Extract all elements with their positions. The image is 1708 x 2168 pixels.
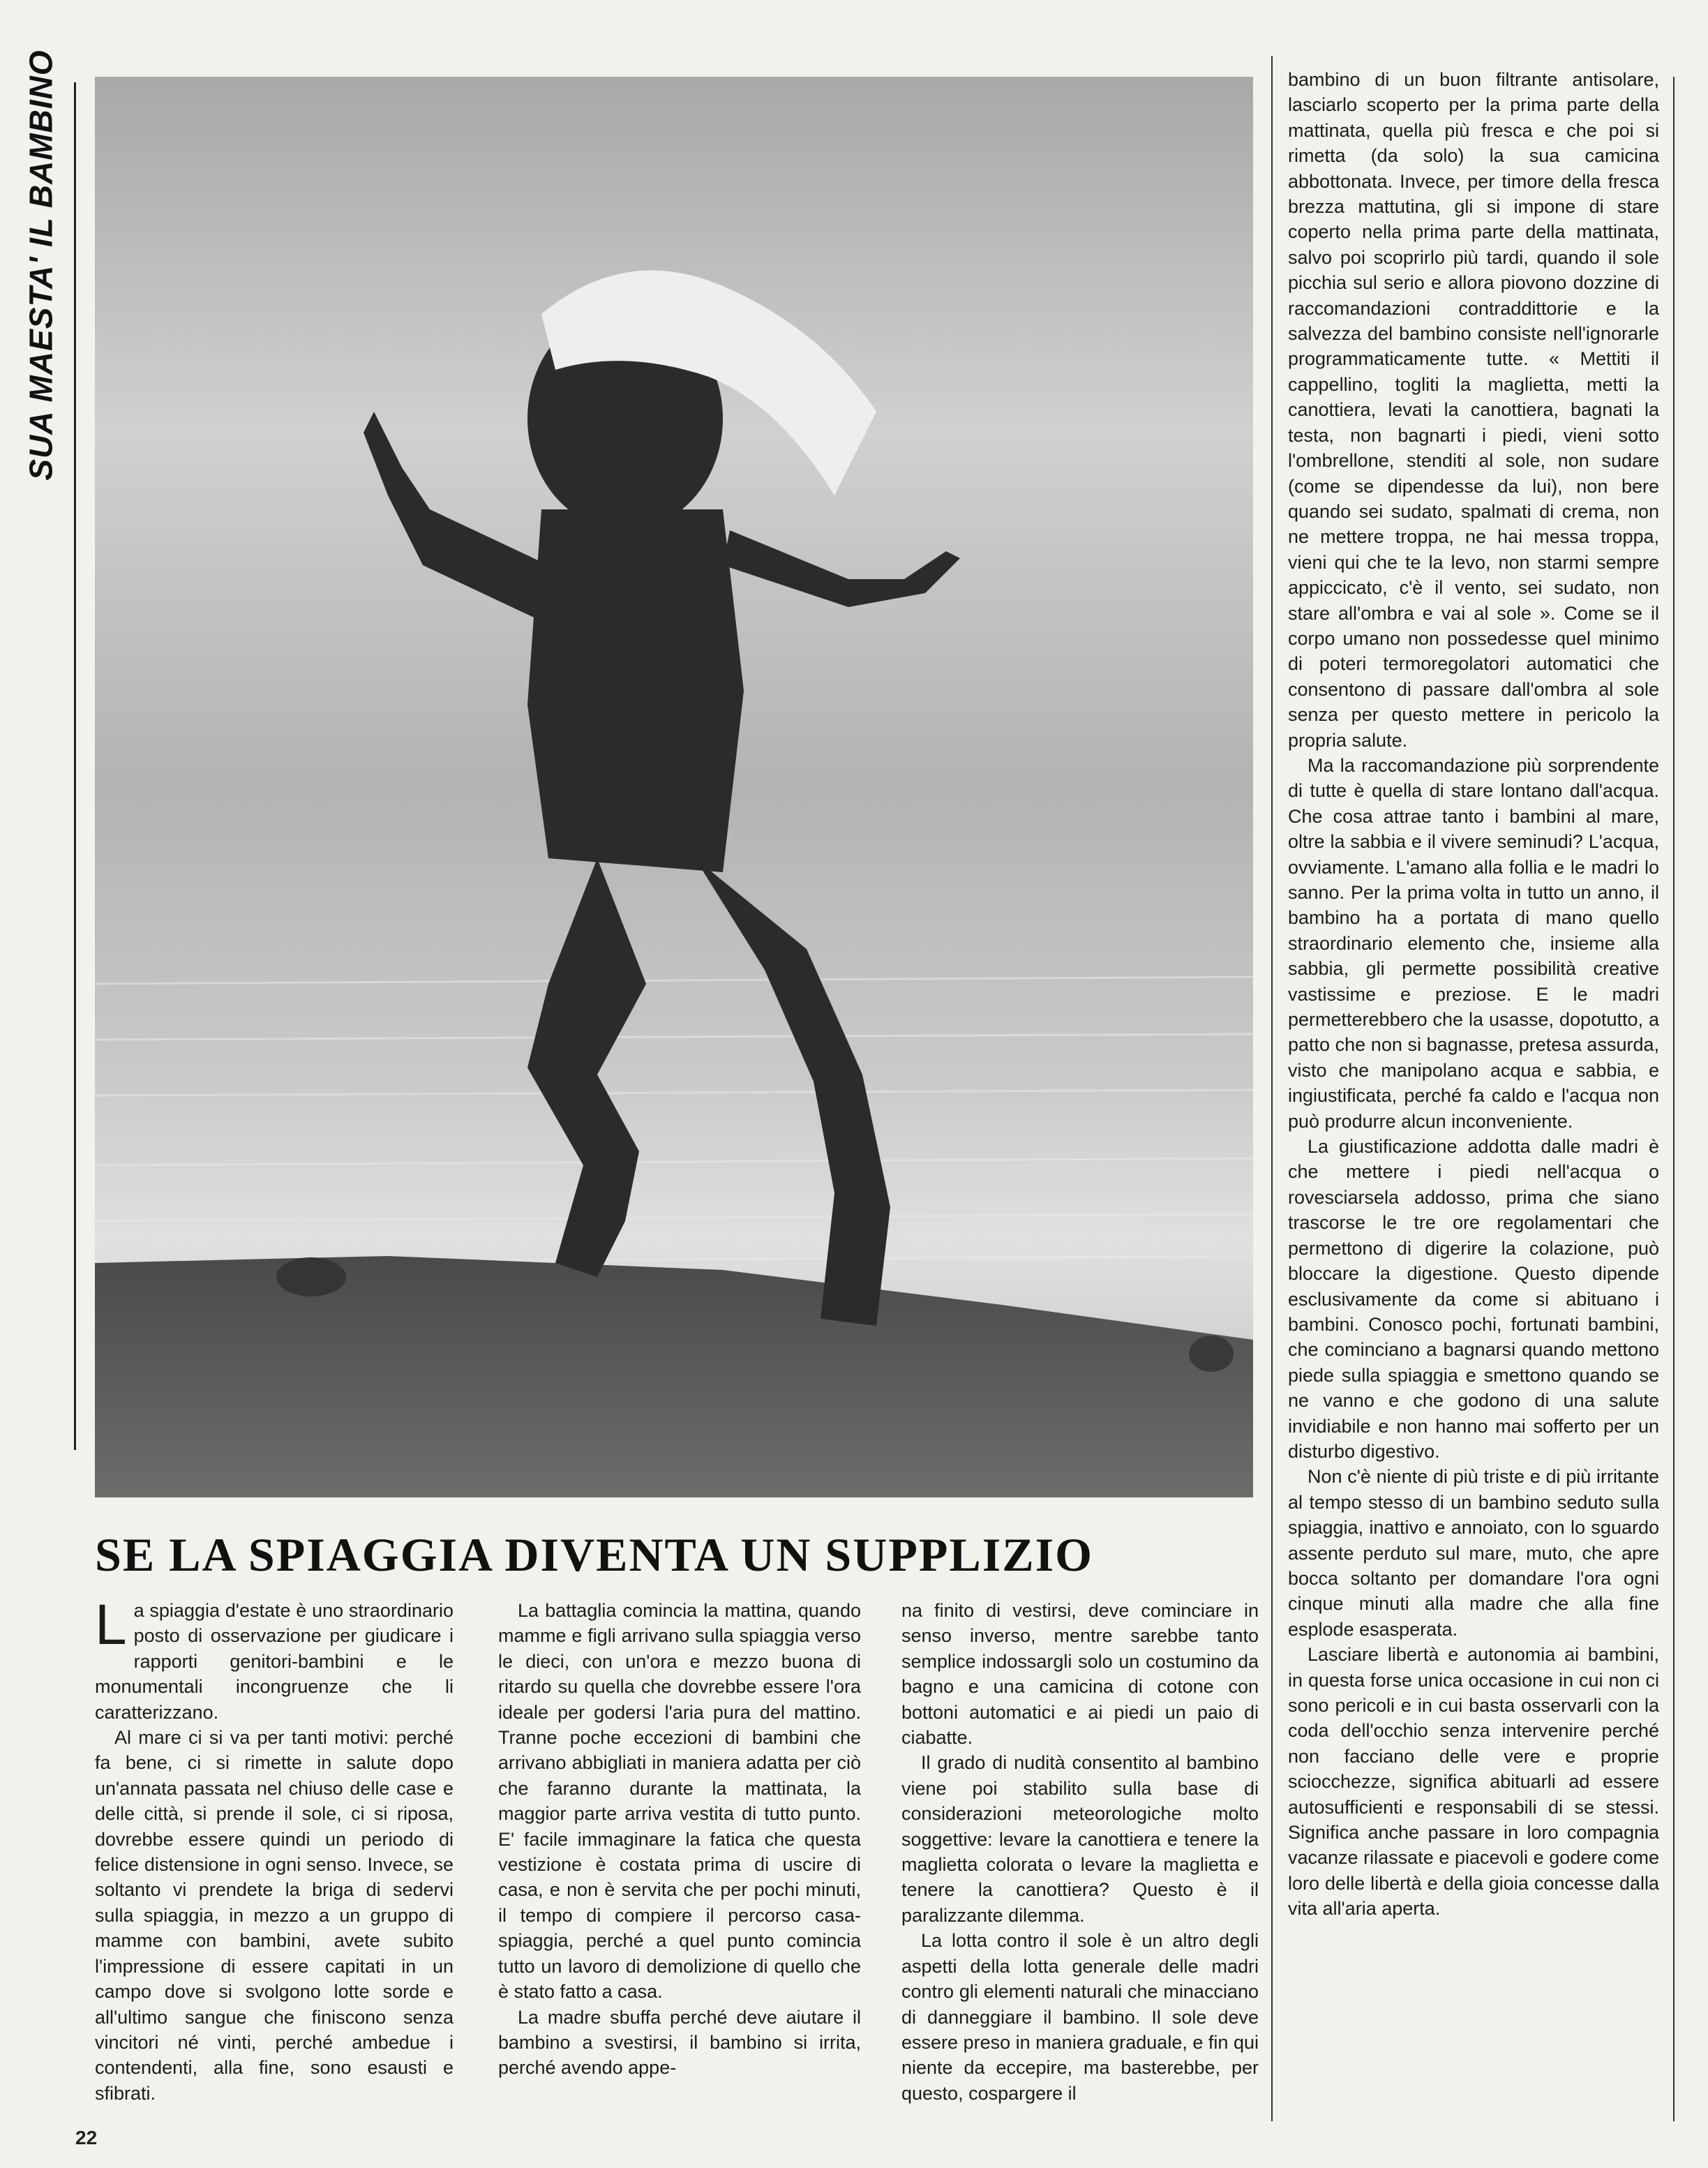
paragraph: La lotta contro il sole è un altro degli aspetti della lotta generale delle madri contro gli elementi naturali che minacciano di danneggiare il bambino. Il sole deve essere preso in maniera graduale, e fin qui niente da eccepire, ma basterebbe, per questo, cospargere il xyxy=(901,1930,1259,2104)
paragraph: Non c'è niente di più triste e di più irritante al tempo stesso di un bambino seduto sulla spiaggia, inattivo e annoiato, con lo sguardo assente perduto sul mare, muto, che apre bocca soltanto per domandare l'ora ogni cinque minuti alla madre che alla fine esplode esasperata. xyxy=(1288,1466,1659,1640)
paragraph-text: a spiaggia d'estate è uno straordinario posto di osservazione per giudicare i rapporti genitori-bambini e le monumentali incongruenze che li caratterizzano. xyxy=(95,1600,454,1723)
paragraph: bambino di un buon filtrante antisolare, lasciarlo scoperto per la prima parte della mattinata, quella più fresca e che poi si rimetta (da solo) la sua camicina abbottonata. Invece, per timore della fresca brezza mattutina, gli si impone di stare coperto nella prima parte della mattinata, salvo poi scoprirlo più tardi, quando il sole picchia sul serio e allora piovono dozzine di raccomandazioni contraddittorie e la salvezza del bambino consiste nell'ignorarle programmaticamente tutte. « Mettiti il cappellino, togliti la maglietta, metti la canottiera, levati la canottiera, bagnati la testa, non bagnarti i piedi, vieni sotto l'ombrellone, stenditi al sole, non sudare (come se dipendesse da lui), non bere quando sei sudato, spalmati di crema, non ne mettere troppa, ne hai messa troppa, vieni qui che te la levo, non starmi sempre appiccicato, c'è il vento, sei sudato, non stare all'ombra e vai al sole ». Come se il corpo umano non possedesse quel minimo di poteri termoregolatori automatici che consentono di passare dall'ombra al sole senza per questo mettere in pericolo la propria salute. xyxy=(1288,69,1659,751)
headline: SE LA SPIAGGIA DIVENTA UN SUPPLIZIO xyxy=(95,1528,1093,1581)
paragraph: Ma la raccomandazione più sorprendente di tutte è quella di stare lontano dall'acqua. Che cosa attrae tanto i bambini al mare, oltre la sabbia e il vivere seminudi? L'acqua, ovviamente. L'amano alla follia e le madri lo sanno. Per la prima volta in tutto un anno, il bambino ha a portata di mano quello straordinario elemento che, insieme alla sabbia, gli permette possibilità creative vastissime e preziose. E le madri permetterebbero che la usasse, dopotutto, a patto che non si bagnasse, pretesa assurda, visto che manipolano acqua e sabbia, e ingiustificata, perché fa caldo e l'acqua non può produrre alcun inconveniente. xyxy=(1288,754,1659,1132)
section-label xyxy=(13,35,70,495)
photo-illustration xyxy=(95,77,1253,1497)
paragraph: La madre sbuffa perché deve aiutare il bambino a svestirsi, il bambino si irrita, perché avendo appe- xyxy=(498,2006,861,2079)
article-column-4 xyxy=(1288,67,1659,1922)
drop-cap: L xyxy=(95,1593,127,1657)
page-number: 22 xyxy=(75,2127,98,2148)
section-label-text: SUA MAESTA' IL BAMBINO xyxy=(23,50,59,481)
paragraph: Il grado di nudità consentito al bambino viene poi stabilito sulla base di considerazioni meteorologiche molto soggettive: levare la canottiera e tenere la maglietta colorata o levare la maglietta e tenere la canottiera? Questo è il paralizzante dilemma. xyxy=(901,1752,1259,1926)
column-divider xyxy=(1271,56,1273,2121)
paragraph: Al mare ci si va per tanti motivi: perché fa bene, ci si rimette in salute dopo un'annata passata nel chiuso delle case e delle città, si prende il sole, ci si riposa, dovrebbe essere quindi un periodo di felice distensione in ogni senso. Invece, se soltanto vi prendete la briga di sedervi sulla spiaggia, in mezzo a un gruppo di mamme con bambini, avete subito l'impressione di essere capitati in un campo dove si svolgono lotte sorde e all'ultimo sangue che finiscono senza vincitori né vinti, perché ambedue i contendenti, alla fine, sono esausti e sfibrati. xyxy=(95,1727,454,2104)
page-edge-rule xyxy=(1673,77,1675,2121)
paragraph: La battaglia comincia la mattina, quando mamme e figli arrivano sulla spiaggia verso le dieci, con un'ora e mezzo buona di ritardo su quella che dovrebbe essere l'ora ideale per godersi l'aria pura del mattino. Tranne poche eccezioni di bambini che arrivano abbigliati in maniera adatta per ciò che faranno durante la mattinata, la maggior parte arriva vestita di tutto punto. E' facile immaginare la fatica che questa vestizione è costata prima di uscire di casa, e non è servita che per pochi minuti, il tempo di compiere il percorso casa-spiaggia, perché a quel punto comincia tutto un lavoro di demolizione di quello che è stato fatto a casa. xyxy=(498,1600,861,2003)
paragraph: na finito di vestirsi, deve cominciare in senso inverso, mentre sarebbe tanto semplice indossargli solo un costumino da bagno e una camicina di cotone con bottoni automatici e ai piedi un paio di ciabatte. xyxy=(901,1600,1259,1749)
photo-child-on-beach xyxy=(95,77,1253,1497)
paragraph: La giustificazione addotta dalle madri è che mettere i piedi nell'acqua o rovesciarsela addosso, prima che siano trascorse le tre ore regolamentari che permettono di digerire la colazione, può bloccare la digestione. Questo dipende esclusivamente da come si abituano i bambini. Conosco pochi, fortunati bambini, che cominciano a bagnarsi quando mettono piede sulla spiaggia e smettono quando se ne vanno e che godono di una salute invidiabile e non hanno mai sofferto per un disturbo digestivo. xyxy=(1288,1136,1659,1462)
side-rule xyxy=(74,82,76,1450)
article-column-1 xyxy=(95,1593,454,2106)
article-column-3 xyxy=(901,1598,1259,2106)
paragraph: Lasciare libertà e autonomia ai bambini, in questa forse unica occasione in cui non ci sono pericoli e in cui basta osservarli con la coda dell'occhio senza intervenire perché non facciano delle vere e proprie sciocchezze, significa abituarli ad essere autosufficienti e responsabili di se stessi. Significa anche passare in loro compagnia vacanze rilassate e piacevoli e godere come loro delle libertà e della gioia concesse dalla vita all'aria aperta. xyxy=(1288,1644,1659,1920)
paragraph xyxy=(95,1593,454,1725)
article-column-2 xyxy=(498,1598,861,2081)
